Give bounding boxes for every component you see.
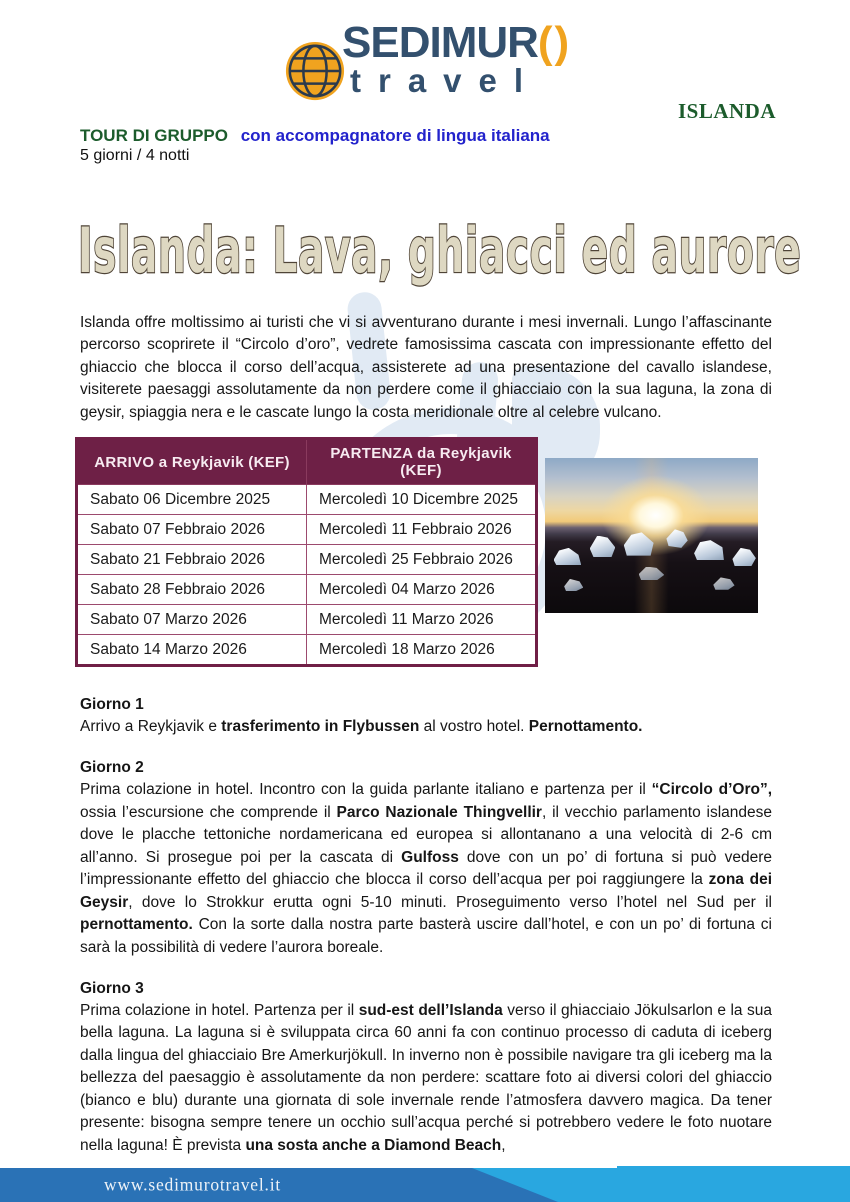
day-1-text: Arrivo a Reykjavik e trasferimento in Flybussen al vostro hotel. Pernottamento. [80,718,643,735]
schedule-row [77,575,537,605]
diamond-beach-photo [545,458,758,613]
ice-chunk [732,548,755,567]
logo-parens: () [537,18,572,67]
day-3-section [80,978,772,1158]
page-title: Islanda: Lava, ghiacci ed aurore [78,214,802,287]
logo-brand-text: SEDIMUR() [342,18,572,67]
footer-bar [0,1168,850,1202]
schedule-cell: Sabato 28 Febbraio 2026 [77,575,307,605]
footer-light-section [472,1168,850,1202]
schedule-cell: Sabato 07 Marzo 2026 [77,605,307,635]
schedule-row [77,485,537,515]
day-2-heading: Giorno 2 [80,759,144,776]
tour-type-label: TOUR DI GRUPPO [80,126,228,145]
day-2-text: Prima colazione in hotel. Incontro con la guida parlante italiano e partenza per il “Circolo d’Oro”, ossia l’escursione che comprende il Parco Nazionale Thingvellir, il vecchio parlamento islandese dove le placche tettoniche nordamericana ed europea si allontanano a una velocità di 2-6 cm all’anno. Si prosegue poi per la cascata di Gulfoss dove con un po’ di fortuna si può vedere l’impressionante effetto del ghiaccio che blocca il corso dell’acqua per poi raggiungere la zona dei Geysir, dove lo Strokkur erutta ogni 5-10 minuti. Proseguimento verso l’hotel nel Sud per il pernottamento. Con la sorte dalla nostra parte basterà uscire dall’hotel, e con un po’ di fortuna ci sarà la possibilità di vedere l’aurora boreale. [80,781,773,956]
schedule-cell: Sabato 14 Marzo 2026 [77,635,307,666]
ice-chunk [666,529,687,548]
ice-chunk [564,579,583,591]
schedule-cell: Mercoledì 25 Febbraio 2026 [307,545,537,575]
itinerary [80,694,772,1176]
schedule-cell: Mercoledì 18 Marzo 2026 [307,635,537,666]
schedule-cell: Sabato 06 Dicembre 2025 [77,485,307,515]
ice-chunk [590,536,616,558]
tour-duration: 5 giorni / 4 notti [80,147,190,164]
ice-chunk [554,548,582,565]
day-3-heading: Giorno 3 [80,979,144,997]
country-heading: ISLANDA [677,99,776,123]
website-link[interactable]: www.sedimurotravel.it [104,1174,282,1195]
arrival-column-header: ARRIVO a Reykjavik (KEF) [77,439,307,485]
schedule-cell: Mercoledì 11 Marzo 2026 [307,605,537,635]
schedule-cell: Sabato 21 Febbraio 2026 [77,545,307,575]
day-2-section [80,757,772,959]
day-1-heading: Giorno 1 [80,696,144,713]
day-3-text: Prima colazione in hotel. Partenza per il sud-est dell’Islanda verso il ghiacciaio Jökulsarlon e la sua bella laguna. La laguna si è sviluppata circa 60 anni fa con continuo processo di caduta di iceberg dalla lingua del ghiacciaio Bre Amerkurjökull. In inverno non è possibile navigare tra gli iceberg ma la bellezza del paesaggio è assolutamente da non perdere: scattare foto ai diversi colori del ghiaccio (bianco e blu) durante una giornata di sole invernale rende l’atmosfera davvero magica. Da tener presente: bisogna sempre tenere un occhio sull’acqua perché si potrebbero vedere le foto nuotare nella laguna! È prevista una sosta anche a Diamond Beach, [80,1001,772,1154]
ice-chunk [624,532,654,555]
logo-sub-text: travel [350,62,541,99]
ice-chunk [639,567,665,581]
tour-type-line [80,126,550,146]
schedule-cell: Sabato 07 Febbraio 2026 [77,515,307,545]
globe-icon [284,40,346,102]
schedule-cell: Mercoledì 04 Marzo 2026 [307,575,537,605]
schedule-row [77,545,537,575]
schedule-cell: Mercoledì 11 Febbraio 2026 [307,515,537,545]
tour-description: con accompagnatore di lingua italiana [240,126,550,145]
schedule-header-row [77,439,537,485]
ice-chunk [713,577,734,589]
departure-column-header: PARTENZA da Reykjavik (KEF) [307,439,537,485]
schedule-row [77,605,537,635]
schedule-table-body [77,485,537,666]
schedule-cell: Mercoledì 10 Dicembre 2025 [307,485,537,515]
schedule-table [75,437,538,667]
day-1-section [80,694,772,739]
schedule-row [77,635,537,666]
schedule-table-wrap [75,437,538,667]
schedule-row [77,515,537,545]
sedimuro-logo [280,18,610,110]
intro-paragraph: Islanda offre moltissimo ai turisti che vi si avventurano durante i mesi invernali. Lungo l’affascinante percorso scoprirete il “Circolo d’oro”, vedrete famosissima cascata con impressionante effetto del ghiaccio che blocca il corso dell’acqua, assisterete ad una presentazione del cavallo islandese, visiterete paesaggi assolutamente da non perdere come il ghiacciaio con la sua laguna, la zona di geysir, spiaggia nera e le cascate lungo la costa meridionale oltre al celebre vulcano. [80,313,772,421]
footer-light-strip [617,1166,850,1168]
ice-chunk [694,540,724,560]
